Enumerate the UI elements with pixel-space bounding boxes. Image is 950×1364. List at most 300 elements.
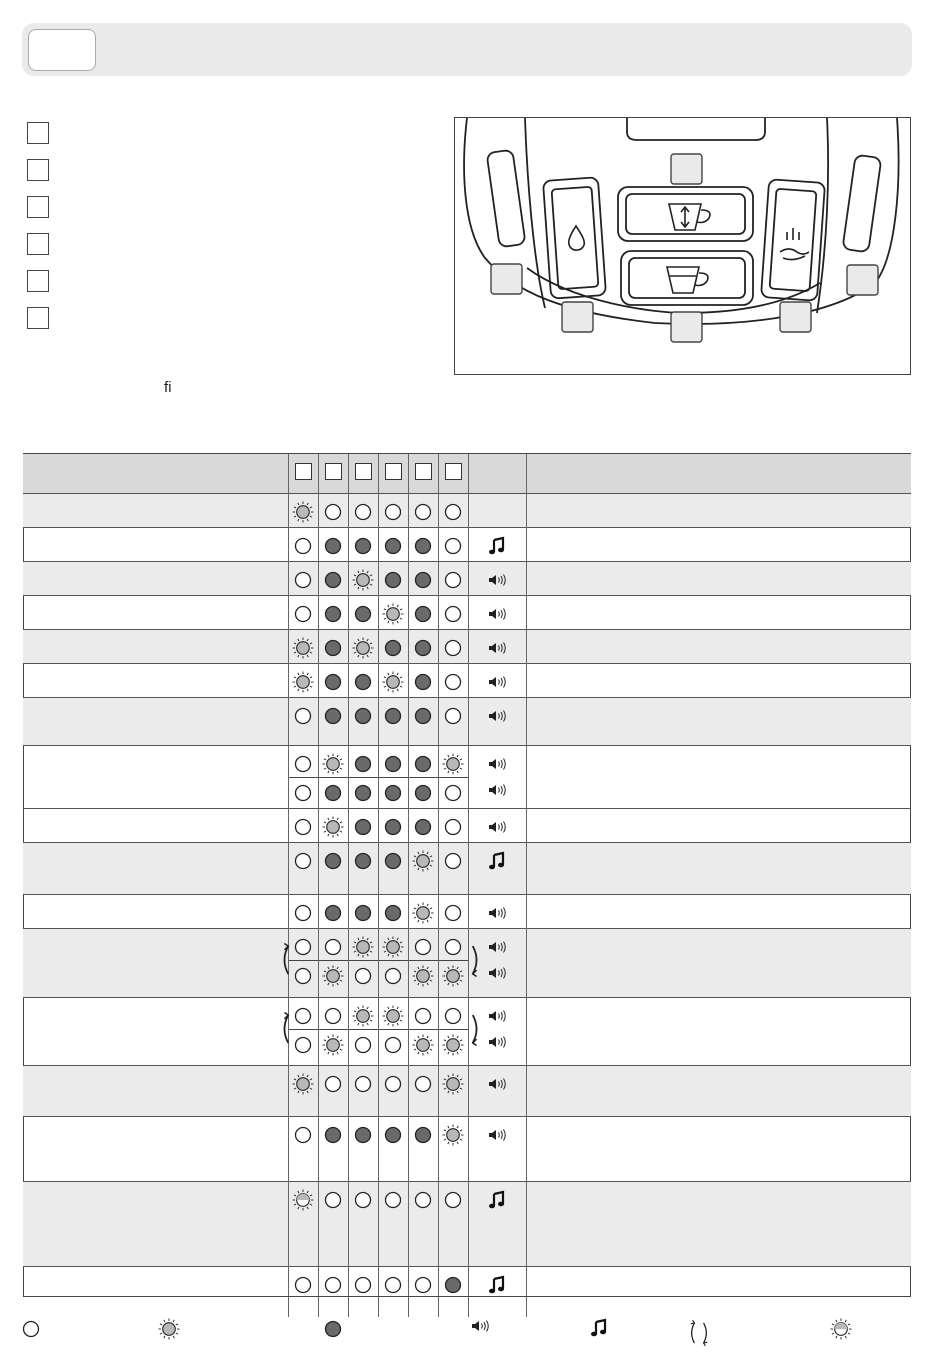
led-off-icon xyxy=(322,936,344,958)
cycle-left-arrow-icon xyxy=(278,1010,296,1048)
row-notes-cell xyxy=(526,494,911,528)
led-off-icon xyxy=(382,501,404,523)
sound-cell xyxy=(468,596,526,630)
led-slot xyxy=(289,1185,318,1215)
row-description-cell xyxy=(23,596,288,630)
steam-icon xyxy=(780,228,809,260)
led-slot xyxy=(319,633,348,663)
led-cell xyxy=(438,630,468,664)
sound-cell xyxy=(468,664,526,698)
led-slot xyxy=(439,846,468,876)
led-slot xyxy=(349,749,378,779)
led-on-icon xyxy=(382,569,404,591)
led-slot xyxy=(379,667,408,697)
led-cell xyxy=(408,528,438,562)
beep-sound-icon xyxy=(487,606,507,622)
led-cell xyxy=(438,664,468,698)
led-blinking-icon xyxy=(352,1005,374,1027)
row-notes-cell xyxy=(526,843,911,895)
led-off-icon xyxy=(292,569,314,591)
led-cell xyxy=(408,998,438,1066)
row-description-cell xyxy=(23,528,288,562)
led-cell xyxy=(318,746,348,809)
beep-sound-icon xyxy=(487,572,507,588)
led-blinking-icon xyxy=(382,603,404,625)
led-cell xyxy=(348,1182,378,1267)
beep-sound-icon xyxy=(487,1008,507,1024)
callout-box-top xyxy=(671,154,702,184)
header-led-box xyxy=(355,463,372,480)
led-off-icon xyxy=(442,535,464,557)
sound-cell xyxy=(468,809,526,843)
led-slot xyxy=(379,960,408,991)
led-slot xyxy=(439,898,468,928)
led-blinking-icon xyxy=(352,569,374,591)
sound-slot xyxy=(469,900,526,926)
led-off-icon xyxy=(442,569,464,591)
led-slot xyxy=(349,1069,378,1099)
led-off-icon xyxy=(442,671,464,693)
led-cell xyxy=(318,895,348,929)
led-on-icon xyxy=(442,1274,464,1296)
led-on-icon xyxy=(352,1124,374,1146)
led-cell xyxy=(378,929,408,998)
led-slot xyxy=(289,565,318,595)
led-slot xyxy=(409,812,438,842)
led-cell xyxy=(378,698,408,746)
led-off-icon xyxy=(442,936,464,958)
led-on-icon xyxy=(412,637,434,659)
control-panel-drawing xyxy=(455,118,912,376)
led-on-icon xyxy=(352,535,374,557)
legend-item xyxy=(830,1318,852,1345)
led-cell xyxy=(318,809,348,843)
led-cell xyxy=(288,562,318,596)
led-slot xyxy=(319,812,348,842)
callout-box-left xyxy=(491,264,522,294)
beep-sound-icon xyxy=(487,1034,507,1050)
sound-slot xyxy=(469,533,526,559)
led-on-icon xyxy=(412,569,434,591)
row-notes-cell xyxy=(526,528,911,562)
led-cell xyxy=(348,562,378,596)
led-slot xyxy=(439,749,468,779)
led-off-icon xyxy=(322,1189,344,1211)
led-off-icon xyxy=(292,1274,314,1296)
led-off-icon xyxy=(382,1073,404,1095)
checkbox-1[interactable] xyxy=(27,122,49,144)
header-led-column-6 xyxy=(438,454,468,494)
led-on-icon xyxy=(352,705,374,727)
led-slot xyxy=(349,667,378,697)
led-cell xyxy=(318,494,348,528)
led-on-icon xyxy=(352,753,374,775)
table-row xyxy=(23,664,911,698)
led-slot xyxy=(439,1001,468,1031)
checkbox-3[interactable] xyxy=(27,196,49,218)
led-slot xyxy=(439,1185,468,1215)
led-blinking-icon xyxy=(322,965,344,987)
table-row xyxy=(23,843,911,895)
led-cell xyxy=(318,596,348,630)
led-slot xyxy=(349,1029,378,1060)
header-led-column-4 xyxy=(378,454,408,494)
led-slot xyxy=(319,1001,348,1031)
led-slot xyxy=(409,1120,438,1150)
led-slot xyxy=(379,1001,408,1031)
led-cell xyxy=(318,1117,348,1182)
led-slot xyxy=(349,1185,378,1215)
led-on-icon xyxy=(322,637,344,659)
row-description-cell xyxy=(23,809,288,843)
sound-cell xyxy=(468,746,526,809)
led-on-icon xyxy=(412,535,434,557)
legend-item xyxy=(590,1318,608,1343)
row-description-cell xyxy=(23,1182,288,1267)
led-on-icon xyxy=(322,1318,344,1340)
led-blinking-icon xyxy=(442,1124,464,1146)
led-slot xyxy=(439,1069,468,1099)
led-blinking-icon xyxy=(322,816,344,838)
led-cell xyxy=(348,843,378,895)
led-slot xyxy=(289,1120,318,1150)
led-on-icon xyxy=(322,603,344,625)
led-on-icon xyxy=(322,850,344,872)
led-cell xyxy=(408,895,438,929)
led-off-icon xyxy=(442,1005,464,1027)
led-cell xyxy=(288,1182,318,1267)
sound-slot xyxy=(469,499,526,525)
header-led-box xyxy=(295,463,312,480)
beep-sound-icon xyxy=(487,674,507,690)
led-cell xyxy=(408,562,438,596)
led-on-icon xyxy=(352,782,374,804)
beep-sound-icon xyxy=(487,782,507,798)
led-on-icon xyxy=(322,671,344,693)
led-off-icon xyxy=(412,1073,434,1095)
led-off-icon xyxy=(412,1005,434,1027)
led-cell xyxy=(348,929,378,998)
led-slot xyxy=(409,667,438,697)
led-slot xyxy=(409,565,438,595)
led-cell xyxy=(408,746,438,809)
led-slot xyxy=(319,565,348,595)
led-cell xyxy=(288,630,318,664)
header-led-box xyxy=(415,463,432,480)
checkbox-2[interactable] xyxy=(27,159,49,181)
led-cell xyxy=(438,843,468,895)
led-cell xyxy=(318,562,348,596)
sound-slot xyxy=(469,814,526,840)
row-notes-cell xyxy=(526,998,911,1066)
led-slot xyxy=(379,497,408,527)
led-off-icon xyxy=(442,637,464,659)
led-off-icon xyxy=(382,1189,404,1211)
led-on-icon xyxy=(412,671,434,693)
page-number-box xyxy=(28,29,96,71)
led-on-icon xyxy=(382,753,404,775)
led-slot xyxy=(409,932,438,962)
header-led-column-2 xyxy=(318,454,348,494)
callout-box-bottom-right xyxy=(780,302,811,332)
led-on-icon xyxy=(322,1124,344,1146)
led-indication-table xyxy=(23,453,911,1317)
led-slot xyxy=(409,846,438,876)
checkbox-4[interactable] xyxy=(27,233,49,255)
cycle-left-arrow-icon xyxy=(278,941,296,979)
row-notes-cell xyxy=(526,664,911,698)
led-slot xyxy=(439,777,468,808)
led-slot xyxy=(349,1001,378,1031)
coffee-cup-small-icon xyxy=(667,267,708,293)
led-slot xyxy=(289,749,318,779)
led-blinking-icon xyxy=(442,753,464,775)
row-notes-cell xyxy=(526,596,911,630)
led-slot xyxy=(439,633,468,663)
led-slot xyxy=(319,777,348,808)
led-off-icon xyxy=(442,603,464,625)
led-slot xyxy=(409,898,438,928)
led-off-icon xyxy=(352,501,374,523)
led-cell xyxy=(288,843,318,895)
led-cell xyxy=(318,843,348,895)
led-slot xyxy=(379,1120,408,1150)
sound-cell xyxy=(468,1066,526,1117)
led-off-icon xyxy=(382,1034,404,1056)
led-blinking-icon xyxy=(292,671,314,693)
beep-sound-icon xyxy=(487,819,507,835)
led-slot xyxy=(319,749,348,779)
led-slot xyxy=(409,960,438,991)
header-notes-cell xyxy=(526,454,911,494)
led-off-icon xyxy=(292,850,314,872)
led-slot xyxy=(379,846,408,876)
led-cell xyxy=(438,929,468,998)
led-off-icon xyxy=(292,1124,314,1146)
sound-cell xyxy=(468,895,526,929)
callout-box-bottom-left xyxy=(562,302,593,332)
led-blinking-icon xyxy=(412,902,434,924)
sound-slot xyxy=(469,567,526,593)
led-cell xyxy=(408,664,438,698)
led-slot xyxy=(379,565,408,595)
led-off-icon xyxy=(322,501,344,523)
led-cell xyxy=(408,1267,438,1318)
led-blinking-icon xyxy=(322,753,344,775)
callout-box-bottom-center xyxy=(671,312,702,342)
led-slot xyxy=(319,531,348,561)
led-blinking-icon xyxy=(412,850,434,872)
led-slot xyxy=(379,599,408,629)
sound-slot xyxy=(469,1122,526,1148)
led-cell xyxy=(408,1066,438,1117)
led-off-icon xyxy=(322,1005,344,1027)
led-slot xyxy=(379,701,408,731)
led-cell xyxy=(408,698,438,746)
led-slot xyxy=(289,701,318,731)
sound-cell xyxy=(468,494,526,528)
led-on-icon xyxy=(352,816,374,838)
led-cell xyxy=(438,494,468,528)
beep-sound-icon xyxy=(487,905,507,921)
led-slot xyxy=(349,777,378,808)
led-on-icon xyxy=(352,902,374,924)
sound-cell xyxy=(468,698,526,746)
led-off-icon xyxy=(322,1274,344,1296)
beep-sound-icon xyxy=(487,1127,507,1143)
led-on-icon xyxy=(382,705,404,727)
sound-slot xyxy=(469,1187,526,1213)
beep-sound-icon xyxy=(487,939,507,955)
led-cell xyxy=(378,494,408,528)
led-slot xyxy=(289,898,318,928)
led-slot xyxy=(319,667,348,697)
cycle-right-arrow-icon xyxy=(465,941,483,979)
sound-cell xyxy=(468,1267,526,1318)
led-cell xyxy=(408,1117,438,1182)
led-cell xyxy=(378,1267,408,1318)
led-cell xyxy=(438,698,468,746)
led-cell xyxy=(348,1267,378,1318)
led-on-icon xyxy=(412,782,434,804)
led-blinking-icon xyxy=(412,965,434,987)
cycle-right-arrow-icon xyxy=(465,1010,483,1048)
led-on-icon xyxy=(322,535,344,557)
led-cell xyxy=(288,895,318,929)
led-slot xyxy=(409,1029,438,1060)
led-blinking-icon xyxy=(352,637,374,659)
row-notes-cell xyxy=(526,1117,911,1182)
led-cell xyxy=(288,528,318,562)
table-row xyxy=(23,562,911,596)
led-cell xyxy=(348,664,378,698)
led-off-icon xyxy=(382,1274,404,1296)
led-cell xyxy=(438,1182,468,1267)
led-on-icon xyxy=(382,902,404,924)
led-slot xyxy=(349,846,378,876)
led-slot xyxy=(379,1029,408,1060)
led-off-icon xyxy=(322,1073,344,1095)
led-cell xyxy=(348,1117,378,1182)
led-cell xyxy=(318,698,348,746)
row-notes-cell xyxy=(526,630,911,664)
led-blinking-icon xyxy=(322,1034,344,1056)
row-description-cell xyxy=(23,929,288,998)
led-off-icon xyxy=(412,501,434,523)
row-description-cell xyxy=(23,843,288,895)
led-cell xyxy=(408,809,438,843)
led-cell xyxy=(318,664,348,698)
led-slot xyxy=(289,1069,318,1099)
led-cell xyxy=(348,698,378,746)
header-led-column-3 xyxy=(348,454,378,494)
led-cell xyxy=(318,929,348,998)
led-on-icon xyxy=(322,902,344,924)
sound-slot xyxy=(469,777,526,803)
led-off-icon xyxy=(292,603,314,625)
led-slot xyxy=(289,777,318,808)
led-off-icon xyxy=(292,902,314,924)
led-on-icon xyxy=(382,1124,404,1146)
cycle-arrows-icon xyxy=(688,1318,710,1348)
led-slot xyxy=(409,1001,438,1031)
beep-sound-icon xyxy=(487,640,507,656)
led-cell xyxy=(438,1267,468,1318)
sound-slot xyxy=(469,1272,526,1298)
led-slot xyxy=(439,812,468,842)
led-on-icon xyxy=(352,603,374,625)
checkbox-6[interactable] xyxy=(27,307,49,329)
led-slot xyxy=(439,932,468,962)
led-cell xyxy=(378,1117,408,1182)
led-off-icon xyxy=(292,705,314,727)
led-slot xyxy=(349,960,378,991)
led-slot xyxy=(379,777,408,808)
row-description-cell xyxy=(23,698,288,746)
beep-sound-icon xyxy=(487,708,507,724)
sound-cell xyxy=(468,1117,526,1182)
row-description-cell xyxy=(23,562,288,596)
row-description-cell xyxy=(23,1117,288,1182)
led-slot xyxy=(319,1029,348,1060)
led-cell xyxy=(438,562,468,596)
legend-item xyxy=(688,1318,710,1353)
led-cell xyxy=(318,630,348,664)
sound-slot xyxy=(469,1071,526,1097)
table-row xyxy=(23,528,911,562)
led-cell xyxy=(438,1066,468,1117)
led-slot xyxy=(409,701,438,731)
header-bar xyxy=(22,23,912,76)
led-blinking-icon xyxy=(442,1034,464,1056)
led-slot xyxy=(289,633,318,663)
led-slot xyxy=(409,633,438,663)
led-on-icon xyxy=(412,816,434,838)
led-cell xyxy=(378,998,408,1066)
led-cell xyxy=(318,998,348,1066)
led-off-icon xyxy=(292,782,314,804)
table-row xyxy=(23,895,911,929)
table-row xyxy=(23,746,911,809)
led-on-icon xyxy=(412,1124,434,1146)
row-description-cell xyxy=(23,746,288,809)
melody-sound-icon xyxy=(488,1190,506,1210)
led-cell xyxy=(378,895,408,929)
led-cell xyxy=(288,698,318,746)
table-row xyxy=(23,1066,911,1117)
sound-cell xyxy=(468,1182,526,1267)
led-off-icon xyxy=(352,1073,374,1095)
sound-slot xyxy=(469,848,526,874)
control-panel-illustration xyxy=(454,117,911,375)
row-notes-cell xyxy=(526,562,911,596)
led-off-icon xyxy=(382,965,404,987)
led-slot xyxy=(439,531,468,561)
led-blinking-icon xyxy=(382,936,404,958)
led-slot xyxy=(349,898,378,928)
led-slot xyxy=(379,1185,408,1215)
led-slot xyxy=(289,812,318,842)
checkbox-5[interactable] xyxy=(27,270,49,292)
led-slot xyxy=(439,1120,468,1150)
melody-sound-icon xyxy=(488,851,506,871)
row-notes-cell xyxy=(526,929,911,998)
led-half-blinking-icon xyxy=(830,1318,852,1340)
led-cell xyxy=(408,494,438,528)
table-header-row xyxy=(23,454,911,494)
led-off-icon xyxy=(442,1189,464,1211)
led-cell xyxy=(348,809,378,843)
